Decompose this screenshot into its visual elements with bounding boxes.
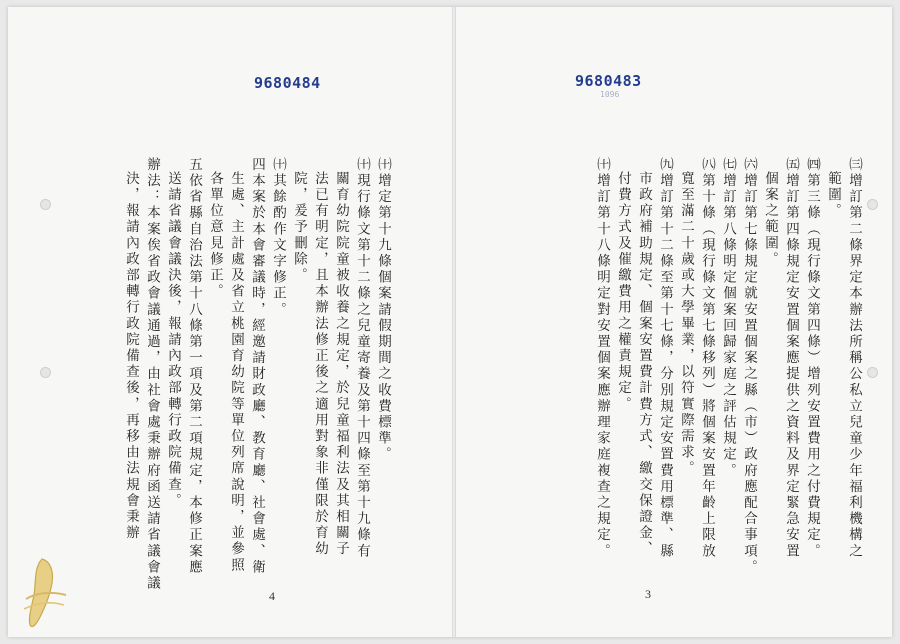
page-stamp-number: 9680484 [254,74,321,92]
text-column: 市政府補助規定、個案安置費計費方式、繳交保證金、 [636,171,652,558]
text-column: 個案之範圍。 [762,171,778,268]
binding-hole [867,199,878,210]
text-column: ㈨增訂第十二條至第十七條，分別規定安置費用標準、縣 [657,157,673,560]
text-column: ㈩現行條文第十二條之兒童寄養及第十四條至第十九條有 [354,157,370,560]
text-column: ㈥增訂第七條規定就安置個案之縣（市）政府應配合事項。 [741,157,757,576]
left-page-body-text [120,157,393,592]
text-column: ㈧第十條（現行條文第七條移列）將個案安置年齡上限放 [699,157,715,560]
text-column: 生處、主計處及省立桃園育幼院等單位列席說明，並參照 [228,171,244,574]
text-column: 寬至滿二十歲或大學畢業，以符實際需求。 [678,171,694,477]
left-page [8,7,453,637]
binding-hole [867,367,878,378]
text-column: 辦法：本案俟省政會議通過，由社會處秉辦府函送請省議會議 [144,157,160,592]
text-column: ㈦增訂第八條明定個案回歸家庭之評估規定。 [720,157,736,479]
page-number: 4 [269,589,275,603]
text-column: 法已有明定，且本辦法修正後之適用對象非僅限於育幼 [312,171,328,558]
text-column: ㈤增訂第四條規定安置個案應提供之資料及界定緊急安置 [783,157,799,560]
text-column: 五依省縣自治法第十八條第一項及第二項規定，本修正案應 [186,157,202,576]
page-stamp-number: 9680483 [575,72,642,90]
text-column: 付費方式及催繳費用之權責規定。 [615,171,631,413]
page-stamp-subnumber: 1096 [600,90,620,99]
text-column: ㈩其餘酌作文字修正。 [270,157,286,318]
binding-hole [40,367,51,378]
binding-hole [40,199,51,210]
text-column: 各單位意見修正。 [207,171,223,300]
document-spread [8,7,892,637]
page-number: 3 [645,587,651,601]
text-column: ㈩增定第十九條個案請假期間之收費標準。 [375,157,391,463]
archive-logo-icon [20,555,72,633]
text-column: 四本案於本會審議時，經邀請財政廳、教育廳、社會處、衛 [249,157,265,576]
right-page-body-text [591,157,864,577]
text-column: 關育幼院院童被收養之規定，於兒童福利法及其相關子 [333,171,349,558]
text-column: ㈩增訂第十八條明定對安置個案應辦理家庭複查之規定。 [594,157,610,560]
text-column: 院，爰予刪除。 [291,171,307,284]
text-column: 範圍。 [825,171,841,220]
text-column: 決，報請內政部轉行政院備查後，再移由法規會秉辦 [123,171,139,542]
text-column: ㈣第三條（現行條文第四條）增列安置費用之付費規定。 [804,157,820,560]
text-column: ㈢增訂第二條界定本辦法所稱公私立兒童少年福利機構之 [846,157,862,560]
right-page [455,7,892,637]
text-column: 送請省議會議決後，報請內政部轉行政院備查。 [165,171,181,510]
